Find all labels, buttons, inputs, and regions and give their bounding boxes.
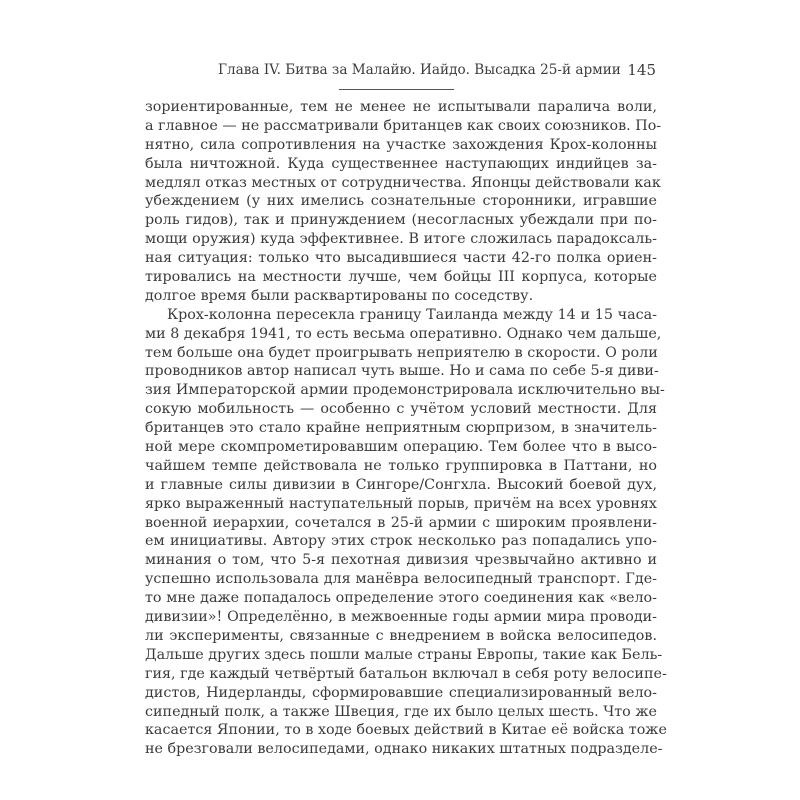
text-line: то мне даже попадалось определение этого соединения как «вело- [145,590,657,607]
text-line: сокую мобильность — особенно с учётом условий местности. Для [145,401,657,418]
text-line: проводников автор написал чуть выше. Но и сама по себе 5-я диви- [145,363,659,380]
text-line: зия Императорской армии продемонстрировала исключительно вы- [145,382,665,399]
text-line: была ничтожной. Куда существеннее наступающих индийцев за- [145,155,657,172]
text-line: ем инициативы. Автору этих строк несколько раз попадались упо- [145,533,657,550]
text-line: касается Японии, то в ходе боевых действий в Китае её войска тоже [145,722,667,739]
text-line: убеждением (у них имелись сознательные сторонники, игравшие [145,193,657,210]
page-number: 145 [627,61,656,79]
text-line: тем больше она будет проигрывать неприятелю в скорости. О роли [145,344,658,361]
text-line: военной иерархии, сочетался в 25-й армии с широким проявлени- [145,514,657,531]
text-line: а главное — не рассматривали британцев как своих союзников. По- [145,117,662,134]
text-line: и главные силы дивизии в Сингоре/Сонгхла. Высокий боевой дух, [145,476,657,493]
paragraph [145,98,662,306]
body-text [145,98,667,759]
text-line: тировались на местности лучше, чем бойцы III корпуса, которые [145,269,657,286]
running-head [218,62,658,82]
text-line: дистов, Нидерланды, сформировавшие специализированный вело- [145,684,657,701]
text-line: ми 8 декабря 1941, то есть весьма оперативно. Однако чем дальше, [145,325,662,342]
text-line: Крох-колонна пересекла границу Таиланда между 14 и 15 часа- [167,306,657,323]
text-line: сипедный полк, а также Швеция, где их было целых шесть. Что же [145,703,657,720]
text-line: ли эксперименты, связанные с внедрением в войска велосипедов. [145,627,657,644]
text-line: Дальше других здесь пошли малые страны Европы, такие как Бель- [145,646,663,663]
text-line: зориентированные, тем не менее не испытывали паралича воли, [145,99,657,115]
text-line: успешно использовала для манёвра велосипедный транспорт. Где- [145,571,657,588]
text-line: роль гидов), так и принуждением (несогласных убеждали при по- [145,212,657,229]
text-line: нятно, сила сопротивления на участке захождения Крох-колонны [145,136,657,153]
text-line: гия, где каждый четвёртый батальон включал в себя роту велосипе- [145,665,667,682]
text-line: чайшем темпе действовала не только группировка в Паттани, но [145,457,657,474]
text-line: британцев это стало крайне неприятным сюрпризом, в значитель- [145,420,657,437]
text-line: долгое время были расквартированы по соседству. [145,287,534,304]
text-line: мощи оружия) куда эффективнее. В итоге сложилась парадоксаль- [145,231,657,248]
text-line: минания о том, что 5-я пехотная дивизия чрезвычайно активно и [145,552,657,569]
text-line: ярко выраженный наступательный порыв, причём на всех уровнях [145,495,657,512]
header-rule [339,89,454,90]
text-line: ной мере скомпрометировавшим операцию. Тем более что в высо- [145,439,657,456]
text-line: ная ситуация: только что высадившиеся части 42-го полка ориен- [145,250,657,267]
text-line: дивизии»! Определённо, в межвоенные годы армии мира проводи- [145,609,657,626]
paragraph [145,306,667,759]
text-line: не брезговали велосипедами, однако никаких штатных подразделе- [145,741,663,758]
chapter-title: Глава IV. Битва за Малайю. Иайдо. Высадка 25-й армии [218,62,621,78]
text-line: медлял отказ местных от сотрудничества. Японцы действовали как [145,174,661,191]
